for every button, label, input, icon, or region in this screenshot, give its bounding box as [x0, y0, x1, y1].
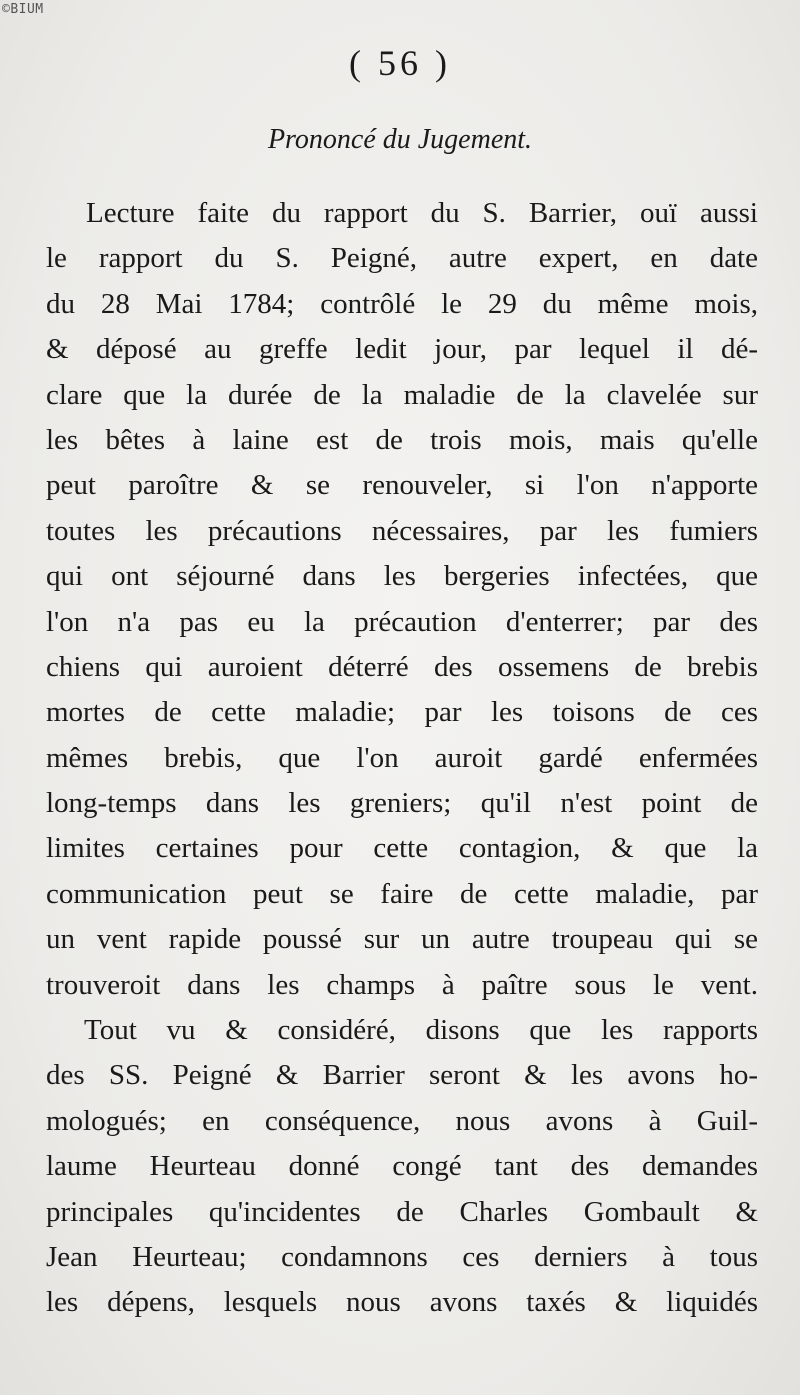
text-line: clare que la durée de la maladie de la clavelée sur [46, 378, 758, 411]
text-line: mortes de cette maladie; par les toisons de ces [46, 696, 758, 729]
page-number: ( 56 ) [349, 43, 451, 83]
text-line: chiens qui auroient déterré des ossemens de brebis [46, 650, 758, 683]
text-line: le rapport du S. Peigné, autre expert, en date [46, 242, 758, 275]
text-line: Lecture faite du rapport du S. Barrier, ouï aussi [86, 197, 758, 229]
text-line: du 28 Mai 1784; contrôlé le 29 du même mois, [46, 287, 758, 320]
text-line: peut paroître & se renouveler, si l'on n'apporte [46, 469, 758, 502]
text-line: qui ont séjourné dans les bergeries infectées, que [46, 560, 758, 593]
text-line: un vent rapide poussé sur un autre troupeau qui se [46, 923, 758, 956]
text-line: principales qu'incidentes de Charles Gombault & [46, 1195, 758, 1228]
text-line: limites certaines pour cette contagion, & que la [46, 832, 758, 865]
text-line: les bêtes à laine est de trois mois, mais qu'elle [46, 423, 758, 456]
text-line: & déposé au greffe ledit jour, par lequel il dé- [46, 333, 758, 366]
text-line: toutes les précautions nécessaires, par les fumiers [46, 514, 758, 547]
text-line: mologués; en conséquence, nous avons à Guil- [46, 1104, 758, 1137]
text-line: laume Heurteau donné congé tant des demandes [46, 1150, 758, 1183]
watermark: ©BIUM [2, 2, 44, 17]
text-line: long-temps dans les greniers; qu'il n'est point de [46, 787, 758, 820]
text-line: mêmes brebis, que l'on auroit gardé enfermées [46, 741, 758, 774]
body-text [46, 191, 758, 1326]
text-line: trouveroit dans les champs à paître sous le vent. [46, 968, 758, 1001]
text-line: les dépens, lesquels nous avons taxés & liquidés [46, 1286, 758, 1319]
text-line: Jean Heurteau; condamnons ces derniers à tous [46, 1240, 758, 1273]
text-line: des SS. Peigné & Barrier seront & les avons ho- [46, 1059, 758, 1092]
text-line: Tout vu & considéré, disons que les rapports [84, 1014, 758, 1047]
section-heading: Prononcé du Jugement. [267, 124, 533, 155]
text-line: l'on n'a pas eu la précaution d'enterrer; par des [46, 605, 758, 638]
text-line: communication peut se faire de cette maladie, par [46, 877, 758, 910]
